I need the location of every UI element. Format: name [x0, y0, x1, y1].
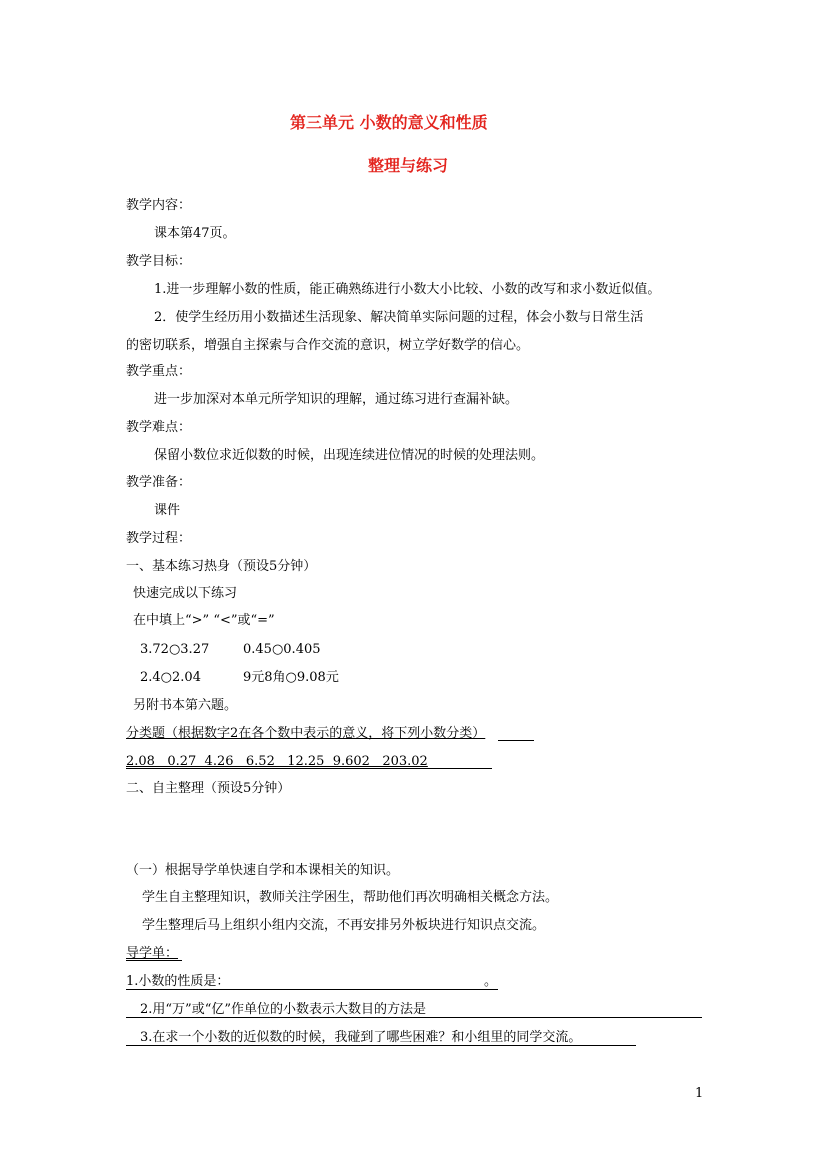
guide-item-1-blank	[126, 989, 498, 990]
key-text: 进一步加深对本单元所学知识的理解，通过练习进行查漏补缺。	[154, 392, 519, 407]
page-number: 1	[695, 1086, 704, 1101]
quick-practice: 快速完成以下练习	[133, 586, 238, 601]
goals-label: 教学目标：	[126, 254, 192, 269]
decimal-numbers: 2.08 0.27 4.26 6.52 12.25 9.602 203.02	[126, 754, 428, 769]
compare-item-2: 0.45○0.405	[243, 642, 321, 657]
difficulty-label: 教学难点：	[126, 420, 192, 435]
guide-item-1-end: 。	[484, 974, 498, 989]
compare-item-1: 3.72○3.27	[140, 642, 210, 657]
content-label: 教学内容：	[126, 198, 192, 213]
key-label: 教学重点：	[126, 364, 192, 379]
document-title: 第三单元 小数的意义和性质	[290, 113, 488, 132]
section-2-heading: 二、自主整理（预设5分钟）	[126, 781, 291, 796]
sub-section-1-paragraph-2: 学生整理后马上组织小组内交流，不再安排另外板块进行知识点交流。	[142, 918, 546, 933]
document-subtitle: 整理与练习	[368, 156, 449, 175]
guide-item-1-text: 1.小数的性质是：	[126, 974, 230, 989]
section-1-heading: 一、基本练习热身（预设5分钟）	[126, 559, 317, 574]
goal-2-line1: 2．使学生经历用小数描述生活现象、解决简单实际问题的过程，体会小数与日常生活	[154, 310, 644, 325]
prep-text: 课件	[154, 503, 181, 518]
extra-exercise: 另附书本第六题。	[133, 698, 238, 713]
sub-section-1-paragraph-1: 学生自主整理知识，教师关注学困生，帮助他们再次明确相关概念方法。	[142, 890, 559, 905]
sub-section-1: （一）根据导学单快速自学和本课相关的知识。	[126, 863, 400, 878]
classify-question: 分类题（根据数字2在各个数中表示的意义，将下列小数分类）	[126, 726, 486, 741]
guide-item-2-blank	[126, 1017, 702, 1018]
guide-item-2-text: 2.用“万”或“亿”作单位的小数表示大数目的方法是	[140, 1002, 426, 1017]
content-text: 课本第47页。	[154, 226, 236, 241]
guide-label-underline	[126, 960, 182, 961]
compare-item-3: 2.4○2.04	[140, 670, 201, 685]
compare-item-4: 9元8角○9.08元	[243, 670, 339, 685]
fill-in-instruction: 在中填上“>” “<”或“=”	[133, 613, 275, 628]
classify-underline	[498, 740, 534, 741]
prep-label: 教学准备：	[126, 475, 192, 490]
guide-item-3-underline	[126, 1045, 636, 1046]
guide-label: 导学单：	[126, 946, 179, 961]
difficulty-text: 保留小数位求近似数的时候，出现连续进位情况的时候的处理法则。	[154, 448, 545, 463]
process-label: 教学过程：	[126, 531, 192, 546]
goal-2-line2: 的密切联系，增强自主探索与合作交流的意识，树立学好数学的信心。	[126, 338, 530, 353]
guide-item-3-text: 3.在求一个小数的近似数的时候，我碰到了哪些困难？和小组里的同学交流。	[140, 1030, 582, 1045]
numbers-underline	[126, 768, 492, 769]
goal-1: 1.进一步理解小数的性质，能正确熟练进行小数大小比较、小数的改写和求小数近似值。	[154, 282, 661, 297]
